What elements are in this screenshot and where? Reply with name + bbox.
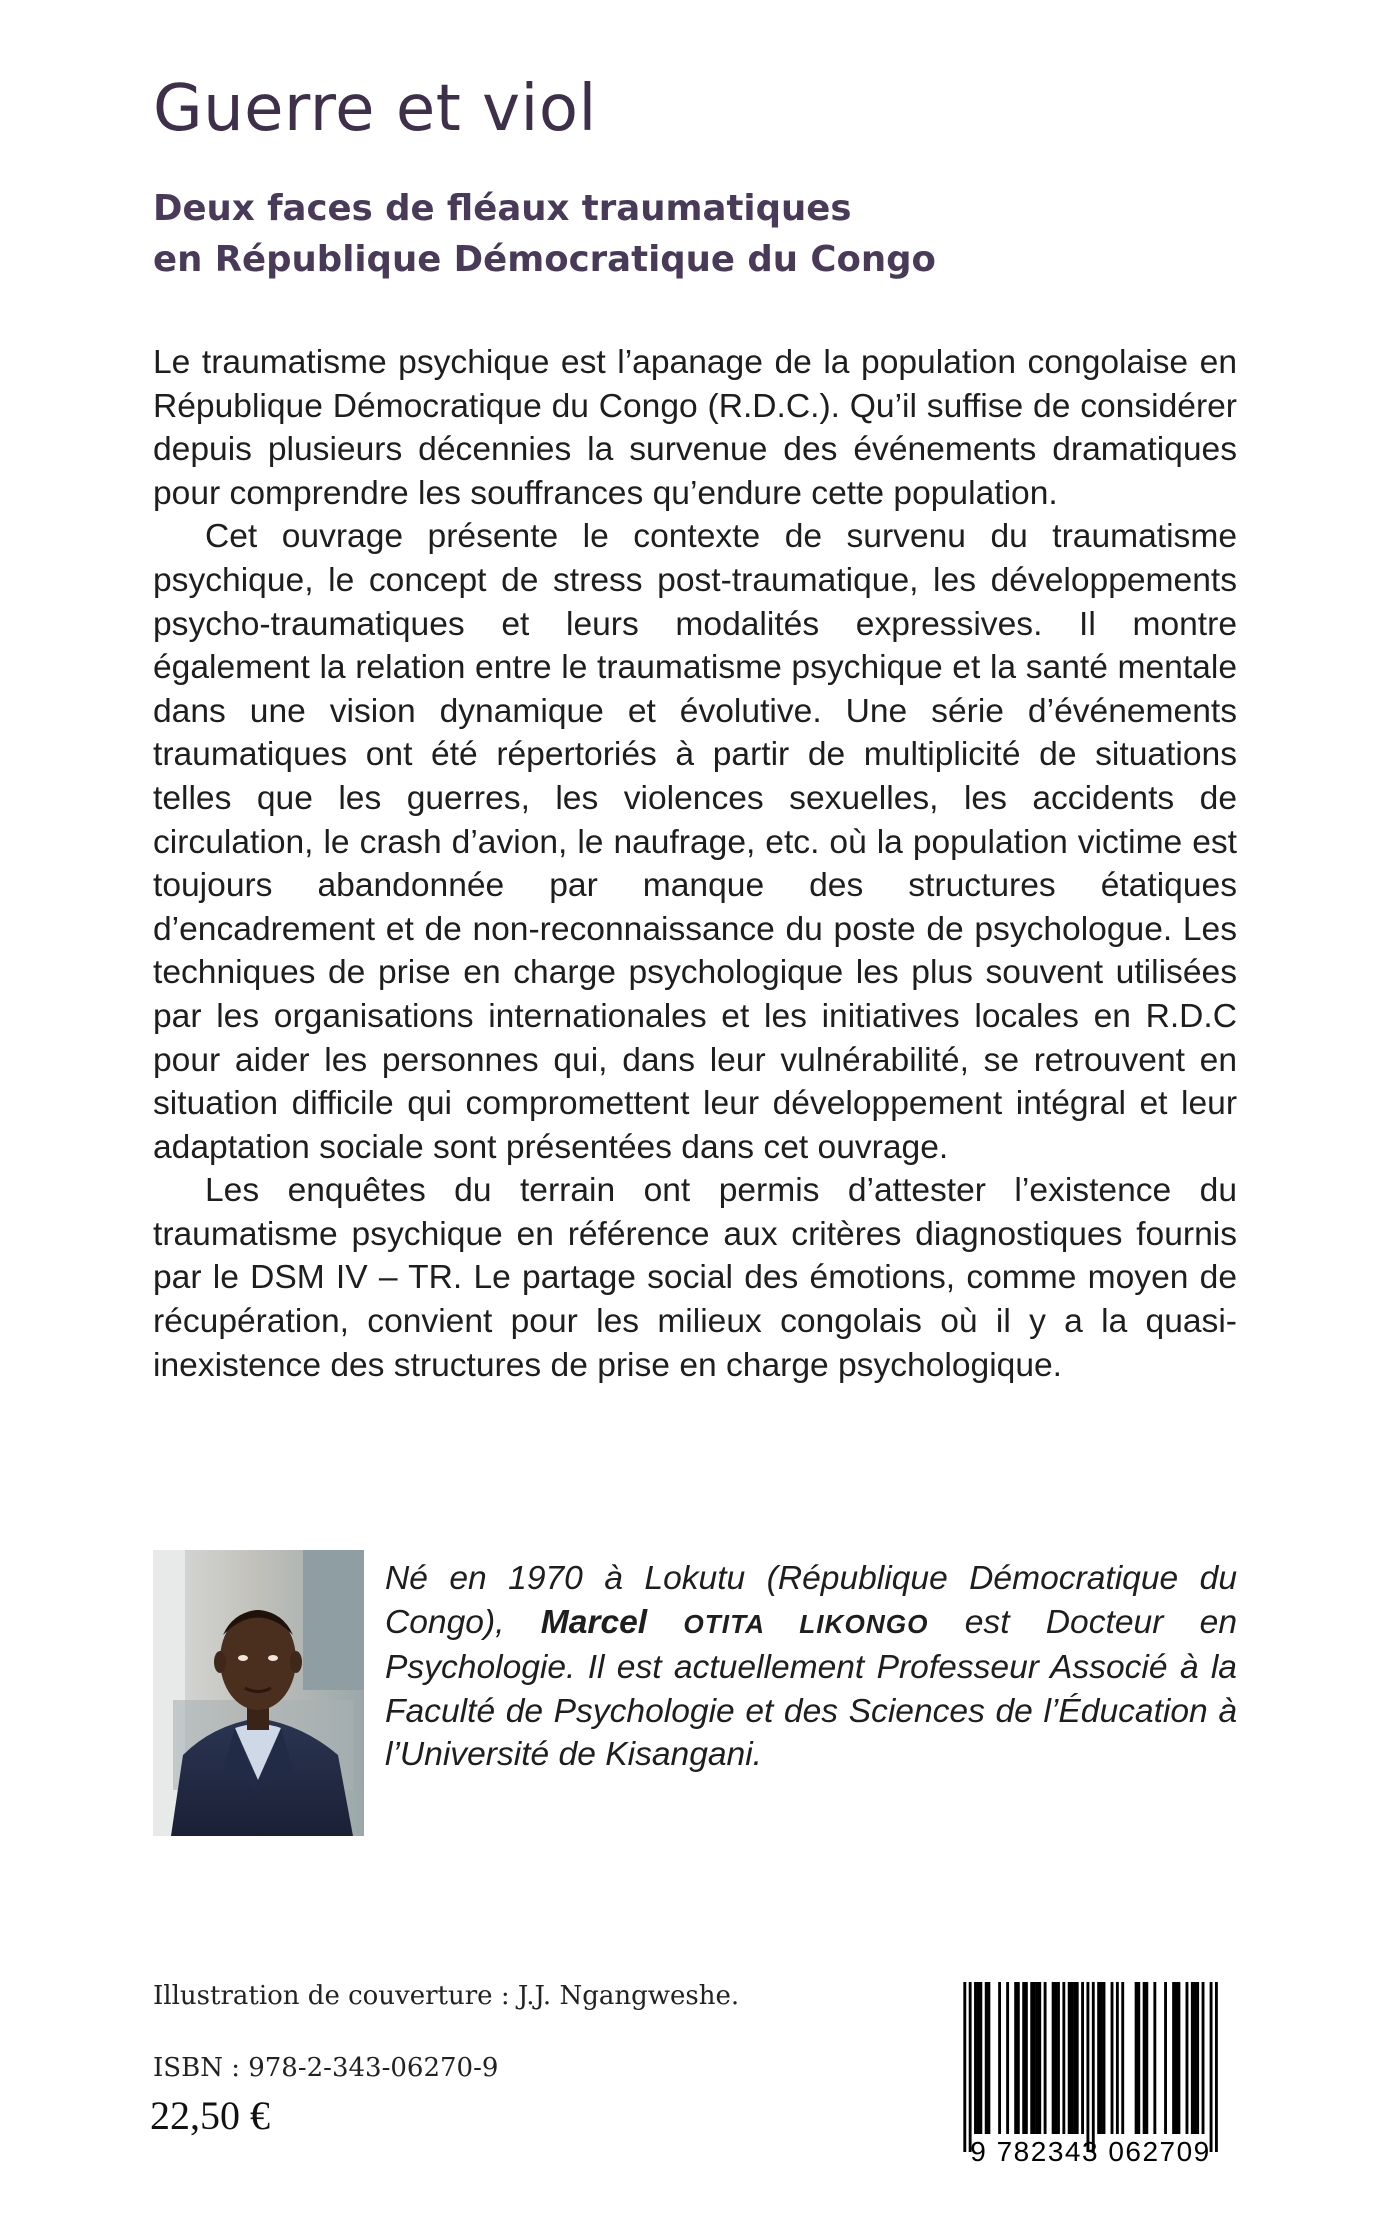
- barcode-bar: [985, 1982, 988, 2134]
- bio-rest: est Docteur en Psychologie. Il est actuellement Professeur Associé à la Faculté de Psychologie et des Sciences de l’Éducation à l’Université de Kisangani.: [385, 1603, 1237, 1774]
- barcode-bar: [1068, 1982, 1071, 2134]
- cover-illustration-credit: Illustration de couverture : J.J. Ngangweshe.: [153, 1981, 740, 2011]
- author-last-name: OTITA LIKONGO: [683, 1608, 929, 1639]
- barcode-bar: [998, 1982, 1001, 2134]
- barcode-bar: [1143, 1982, 1146, 2134]
- barcode-bar: [963, 1982, 966, 2152]
- author-first-name: Marcel: [540, 1603, 648, 1641]
- barcode-bar: [1038, 1982, 1041, 2134]
- author-bio: [385, 1557, 1237, 1777]
- barcode-bar: [1086, 1982, 1089, 2152]
- barcode-bar: [1052, 1982, 1055, 2134]
- bio-intro: Né en 1970 à Lokutu (République Démocratique du Congo),: [385, 1560, 1237, 1641]
- barcode-bar: [1036, 1982, 1039, 2134]
- barcode-bar: [1033, 1982, 1036, 2134]
- barcode-digits: 9 782343 062709: [970, 2136, 1211, 2167]
- barcode-bar: [1191, 1982, 1194, 2134]
- summary-paragraph-1: Le traumatisme psychique est l’apanage de la population congolaise en République Démocratique du Congo (R.D.C.). Qu’il suffise de considérer depuis plusieurs décennies la survenue des événements dramatiques pour comprendre les souffrances qu’endure cette population.: [153, 344, 1237, 512]
- barcode-bar: [1070, 1982, 1073, 2134]
- barcode-bar: [1076, 1982, 1079, 2134]
- barcode-bar: [1006, 1982, 1009, 2134]
- barcode-bar: [1097, 1982, 1100, 2134]
- author-name: [541, 1604, 929, 1641]
- barcode-bar: [1186, 1982, 1189, 2134]
- barcode-bar: [1153, 1982, 1156, 2134]
- barcode-bar: [1164, 1982, 1167, 2134]
- barcode-bar: [1014, 1982, 1017, 2134]
- barcode-bar: [1017, 1982, 1020, 2134]
- barcode-bar: [1022, 1982, 1025, 2134]
- barcode-bar: [1172, 1982, 1175, 2134]
- barcode-bar: [1175, 1982, 1178, 2134]
- barcode-bar: [1100, 1982, 1103, 2134]
- barcode-bar: [1111, 1982, 1114, 2134]
- isbn-label: ISBN : 978-2-343-06270-9: [153, 2053, 499, 2083]
- barcode-bar: [1137, 1982, 1140, 2134]
- barcode-bar: [1215, 1982, 1218, 2152]
- barcode-bar: [1121, 1982, 1124, 2134]
- book-title: Guerre et viol: [153, 72, 597, 146]
- barcode-bar: [1081, 1982, 1084, 2134]
- barcode-bar: [1145, 1982, 1148, 2134]
- barcode-bar: [1092, 1982, 1095, 2152]
- summary-paragraph-2: Cet ouvrage présente le contexte de survenu du traumatisme psychique, le concept de stress post-traumatique, les développements psycho-traumatiques et leurs modalités expressives. Il montre également la relation entre le traumatisme psychique et la santé mentale dans une vision dynamique et évolutive. Une série d’événements traumatiques ont été répertoriés à partir de multiplicité de situations telles que les guerres, les violences sexuelles, les accidents de circulation, le crash d’avion, le naufrage, etc. où la population victime est toujours abandonnée par manque des structures étatiques d’encadrement et de non-reconnaissance du poste de psychologue. Les techniques de prise en charge psychologique les plus souvent utilisées par les organisations internationales et les initiatives locales en R.D.C pour aider les personnes qui, dans leur vulnérabilité, se retrouvent en situation difficile qui compromettent leur développement intégral et leur adaptation sociale sont présentées dans cet ouvrage.: [153, 518, 1237, 1166]
- barcode-bar: [1103, 1982, 1106, 2134]
- barcode-bar: [1073, 1982, 1076, 2134]
- book-subtitle: [153, 183, 936, 285]
- summary-paragraph-3: Les enquêtes du terrain ont permis d’attester l’existence du traumatisme psychique en référence aux critères diagnostiques fournis par le DSM IV – TR. Le partage social des émotions, comme moyen de récupération, convient pour les milieux congolais où il y a la quasi-inexistence des structures de prise en charge psychologique.: [153, 1172, 1237, 1384]
- barcode-bar: [1135, 1982, 1138, 2134]
- barcode-bar: [1194, 1982, 1197, 2134]
- back-cover-summary: [153, 341, 1237, 1387]
- barcode-bar: [979, 1982, 982, 2134]
- barcode-bar: [1030, 1982, 1033, 2134]
- barcode-bar: [1116, 1982, 1119, 2134]
- barcode-bar: [974, 1982, 977, 2134]
- barcode-bar: [977, 1982, 980, 2134]
- author-bio-text: [385, 1557, 1237, 1777]
- barcode-bar: [1062, 1982, 1065, 2134]
- barcode-bar: [969, 1982, 972, 2152]
- subtitle-line-1: Deux faces de fléaux traumatiques: [153, 188, 852, 229]
- barcode-bar: [987, 1982, 990, 2134]
- barcode-bar: [1057, 1982, 1060, 2134]
- barcode-bar: [1025, 1982, 1028, 2134]
- barcode-bar: [1210, 1982, 1213, 2152]
- barcode-bar: [1054, 1982, 1057, 2134]
- barcode-bar: [1044, 1982, 1047, 2134]
- barcode-bar: [1177, 1982, 1180, 2134]
- barcode-bar: [1196, 1982, 1199, 2134]
- subtitle-line-2: en République Démocratique du Congo: [153, 239, 936, 280]
- price-label: 22,50 €: [150, 2093, 270, 2138]
- author-photo: [153, 1550, 364, 1836]
- barcode-bar: [1202, 1982, 1205, 2134]
